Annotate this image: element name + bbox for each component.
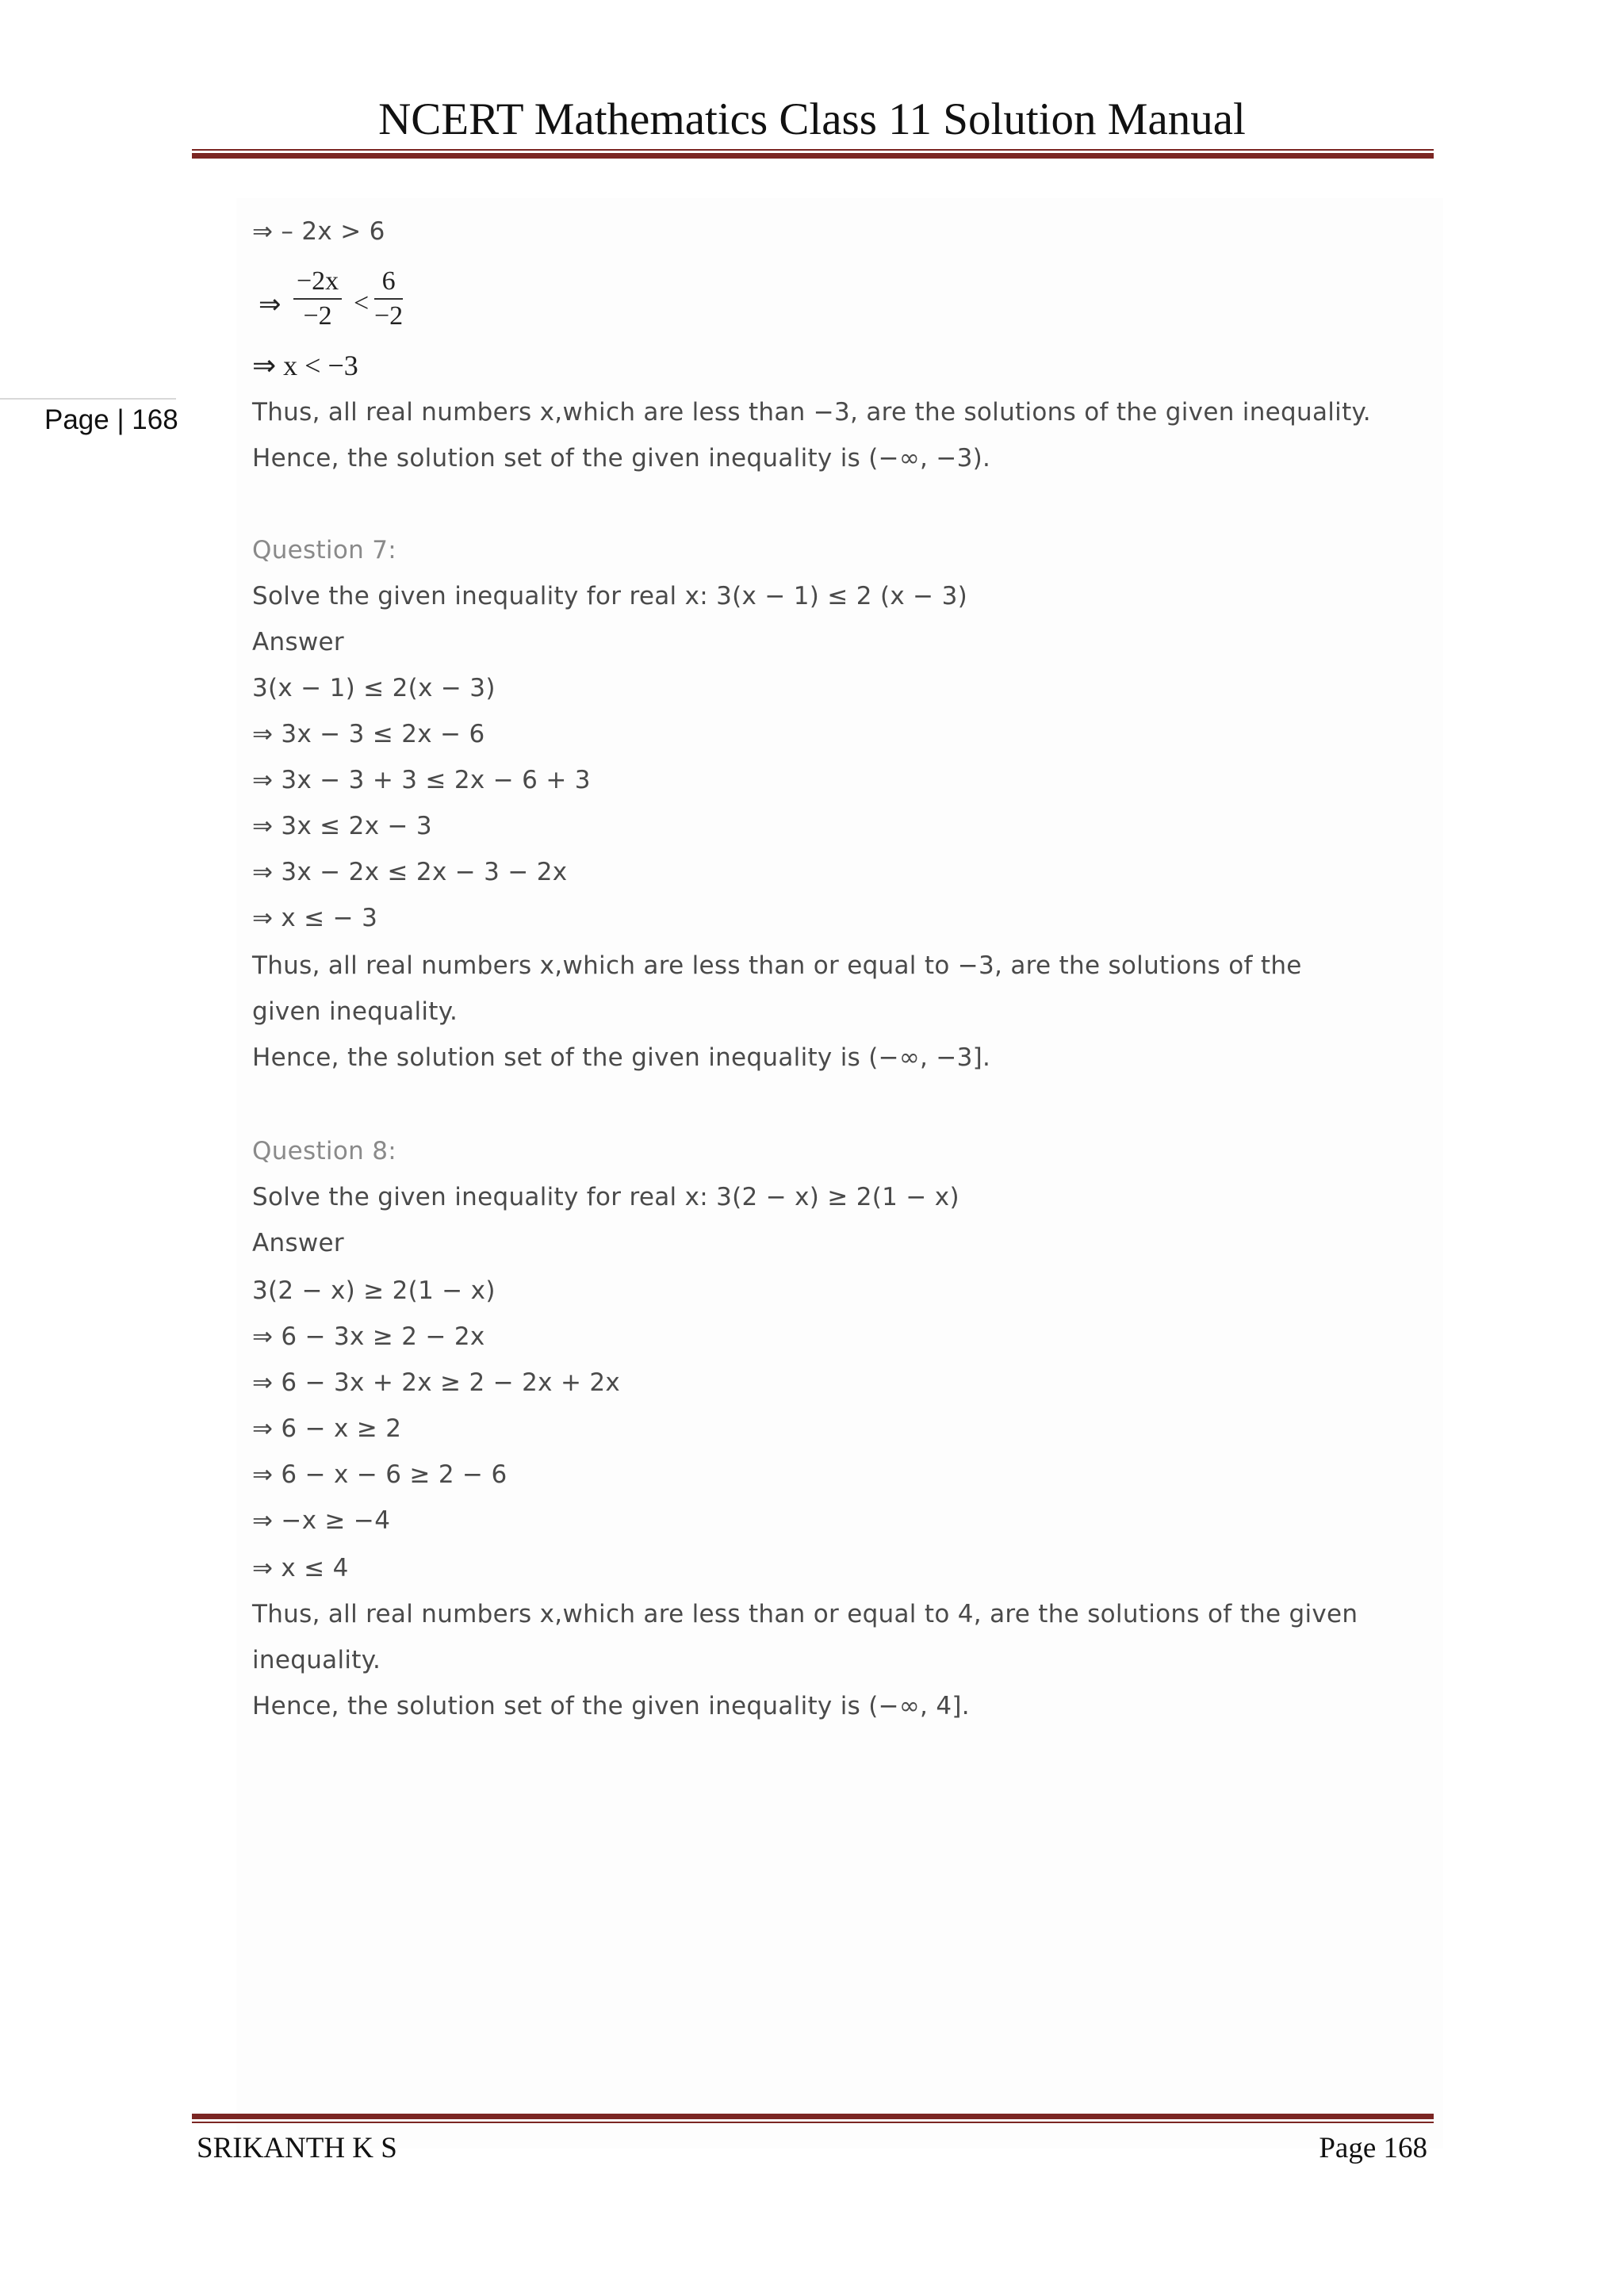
fraction-left-denominator: −2 — [303, 301, 332, 331]
q8-heading: Question 8: — [252, 1137, 396, 1165]
fraction-left-numerator: −2x — [293, 266, 342, 300]
header-rule-thin — [192, 149, 1434, 151]
q7-step-5: ⇒ 3x − 2x ≤ 2x − 3 − 2x — [252, 858, 568, 886]
q8-conclusion-1: Thus, all real numbers x,which are less than or equal to 4, are the solutions of the given — [252, 1600, 1358, 1628]
q7-step-4: ⇒ 3x ≤ 2x − 3 — [252, 812, 432, 840]
fraction-right-numerator: 6 — [374, 266, 403, 300]
prev-step-1: ⇒ – 2x > 6 — [252, 217, 385, 246]
q7-answer-label: Answer — [252, 628, 344, 656]
prev-solution-set: Hence, the solution set of the given inequality is (−∞, −3). — [252, 444, 991, 473]
q8-step-7: ⇒ x ≤ 4 — [252, 1554, 349, 1582]
q8-step-3: ⇒ 6 − 3x + 2x ≥ 2 − 2x + 2x — [252, 1368, 621, 1397]
footer-page-number: Page 168 — [1319, 2132, 1427, 2164]
q7-solution-set: Hence, the solution set of the given inequality is (−∞, −3]. — [252, 1043, 991, 1072]
q7-conclusion-1: Thus, all real numbers x,which are less than or equal to −3, are the solutions of the — [252, 951, 1302, 980]
q8-step-6: ⇒ −x ≥ −4 — [252, 1506, 391, 1535]
q7-heading: Question 7: — [252, 536, 396, 564]
footer-author: SRIKANTH K S — [197, 2132, 397, 2164]
footer-rule-thin — [192, 2122, 1434, 2123]
fraction-left — [293, 266, 342, 331]
q8-conclusion-2: inequality. — [252, 1646, 381, 1674]
q7-conclusion-2: given inequality. — [252, 997, 458, 1026]
prev-conclusion: Thus, all real numbers x,which are less than −3, are the solutions of the given inequality. — [252, 398, 1371, 427]
q7-step-6: ⇒ x ≤ − 3 — [252, 904, 378, 932]
q8-step-1: 3(2 − x) ≥ 2(1 − x) — [252, 1276, 496, 1305]
fraction-arrow: ⇒ — [259, 290, 282, 320]
side-divider — [0, 398, 176, 400]
q8-step-2: ⇒ 6 − 3x ≥ 2 − 2x — [252, 1322, 485, 1351]
q8-step-5: ⇒ 6 − x − 6 ≥ 2 − 6 — [252, 1460, 508, 1489]
q7-prompt: Solve the given inequality for real x: 3(x − 1) ≤ 2 (x − 3) — [252, 582, 967, 610]
page-header-title: NCERT Mathematics Class 11 Solution Manual — [378, 94, 1246, 144]
q8-solution-set: Hence, the solution set of the given inequality is (−∞, 4]. — [252, 1692, 970, 1720]
q8-prompt: Solve the given inequality for real x: 3(2 − x) ≥ 2(1 − x) — [252, 1183, 959, 1211]
q7-step-2: ⇒ 3x − 3 ≤ 2x − 6 — [252, 720, 485, 748]
prev-step-3: ⇒ x < −3 — [252, 350, 358, 381]
q7-step-1: 3(x − 1) ≤ 2(x − 3) — [252, 674, 496, 702]
side-page-label: Page | 168 — [44, 404, 178, 435]
q8-step-4: ⇒ 6 − x ≥ 2 — [252, 1414, 402, 1443]
q7-step-3: ⇒ 3x − 3 + 3 ≤ 2x − 6 + 3 — [252, 766, 591, 794]
fraction-right — [374, 266, 403, 331]
fraction-right-denominator: −2 — [374, 301, 404, 331]
q8-answer-label: Answer — [252, 1229, 344, 1257]
footer-rule-thick — [192, 2114, 1434, 2119]
fraction-operator: < — [354, 289, 370, 318]
header-rule-thick — [192, 153, 1434, 159]
content-area — [236, 198, 1443, 2149]
